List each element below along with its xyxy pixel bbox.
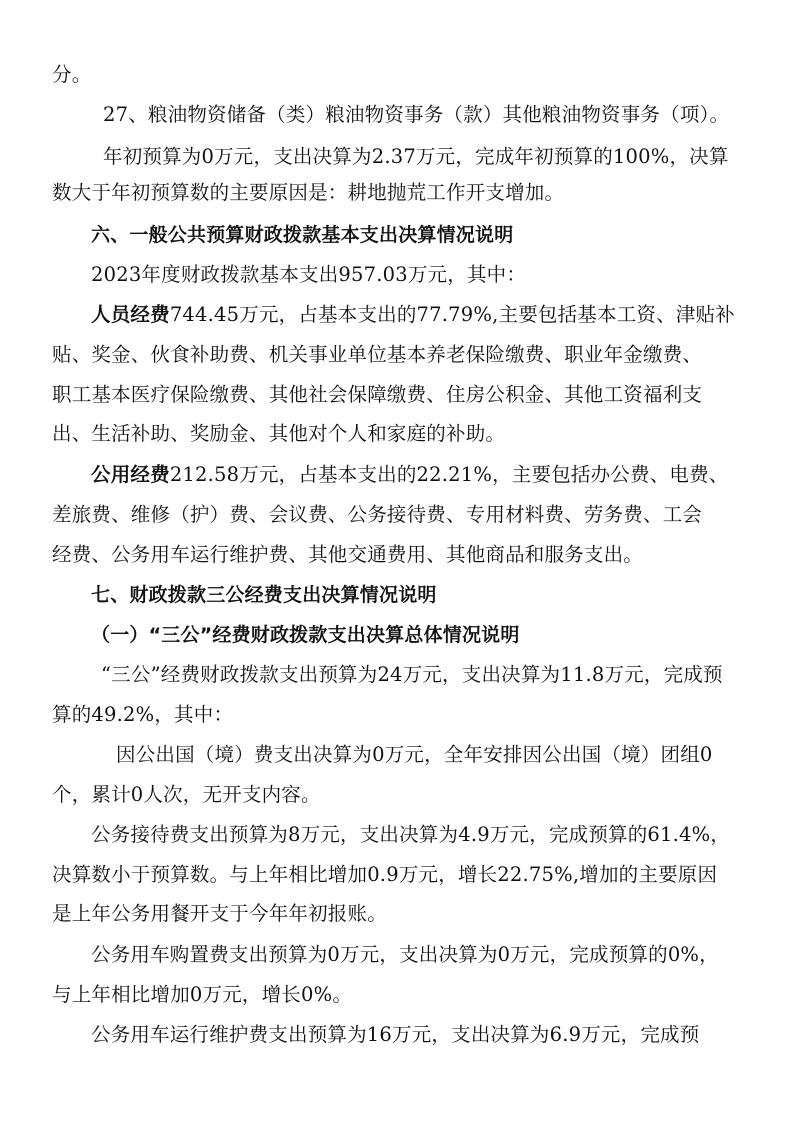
text-line: 因公出国（境）费支出决算为0万元，全年安排因公出国（境）团组0 [116,743,713,766]
text-line: 职工基本医疗保险缴费、其他社会保障缴费、住房公积金、其他工资福利支 [52,383,703,406]
text-line: 算的49.2%，其中： [52,703,234,726]
text-line: 差旅费、维修（护）费、会议费、公务接待费、专用材料费、劳务费、工会 [52,503,703,526]
text-line: 公务接待费支出预算为8万元，支出决算为4.9万元，完成预算的61.4%， [91,823,731,846]
text-line: 决算数小于预算数。与上年相比增加0.9万元，增长22.75%,增加的主要原因 [52,863,718,886]
subsection-heading-1: （一）“三公”经费财政拨款支出决算总体情况说明 [91,624,520,646]
section-item-27: 27、粮油物资储备（类）粮油物资事务（款）其他粮油物资事务（项）。 [103,103,730,126]
personnel-expense-label: 人员经费 [91,303,170,326]
text-line: 是上年公务用餐开支于今年年初报账。 [52,902,387,925]
public-expense-label: 公用经费 [91,463,170,486]
text-line: 与上年相比增加0万元，增长0%。 [52,983,353,1006]
text-line: 数大于年初预算数的主要原因是：耕地抛荒工作开支增加。 [52,181,565,204]
text-line: 公务用车运行维护费支出预算为16万元，支出决算为6.9万元，完成预 [91,1023,700,1046]
text-line: 年初预算为0万元，支出决算为2.37万元，完成年初预算的100%，决算 [103,145,729,168]
text-line: 公务用车购置费支出预算为0万元，支出决算为0万元，完成预算的0%， [91,943,719,966]
text-line [0,302,793,328]
text-line: 2023年度财政拨款基本支出957.03万元，其中： [91,263,527,286]
text-line: 贴、奖金、伙食补助费、机关事业单位基本养老保险缴费、职业年金缴费、 [52,343,703,366]
text-line: 经费、公务用车运行维护费、其他交通费用、其他商品和服务支出。 [52,543,644,566]
public-expense-text: 212.58万元，占基本支出的22.21%，主要包括办公费、电费、 [169,463,729,486]
personnel-expense-text: 744.45万元，占基本支出的77.79%,主要包括基本工资、津贴补 [169,303,735,326]
text-line: “三公”经费财政拨款支出预算为24万元，支出决算为11.8万元，完成预 [101,663,723,686]
text-line: 分。 [52,63,92,86]
text-line [0,462,793,488]
section-heading-6: 六、一般公共预算财政拨款基本支出决算情况说明 [91,224,514,246]
section-heading-7: 七、财政拨款三公经费支出决算情况说明 [91,584,437,606]
text-line: 个，累计0人次，无开支内容。 [52,783,321,806]
text-line: 出、生活补助、奖励金、其他对个人和家庭的补助。 [52,422,506,445]
